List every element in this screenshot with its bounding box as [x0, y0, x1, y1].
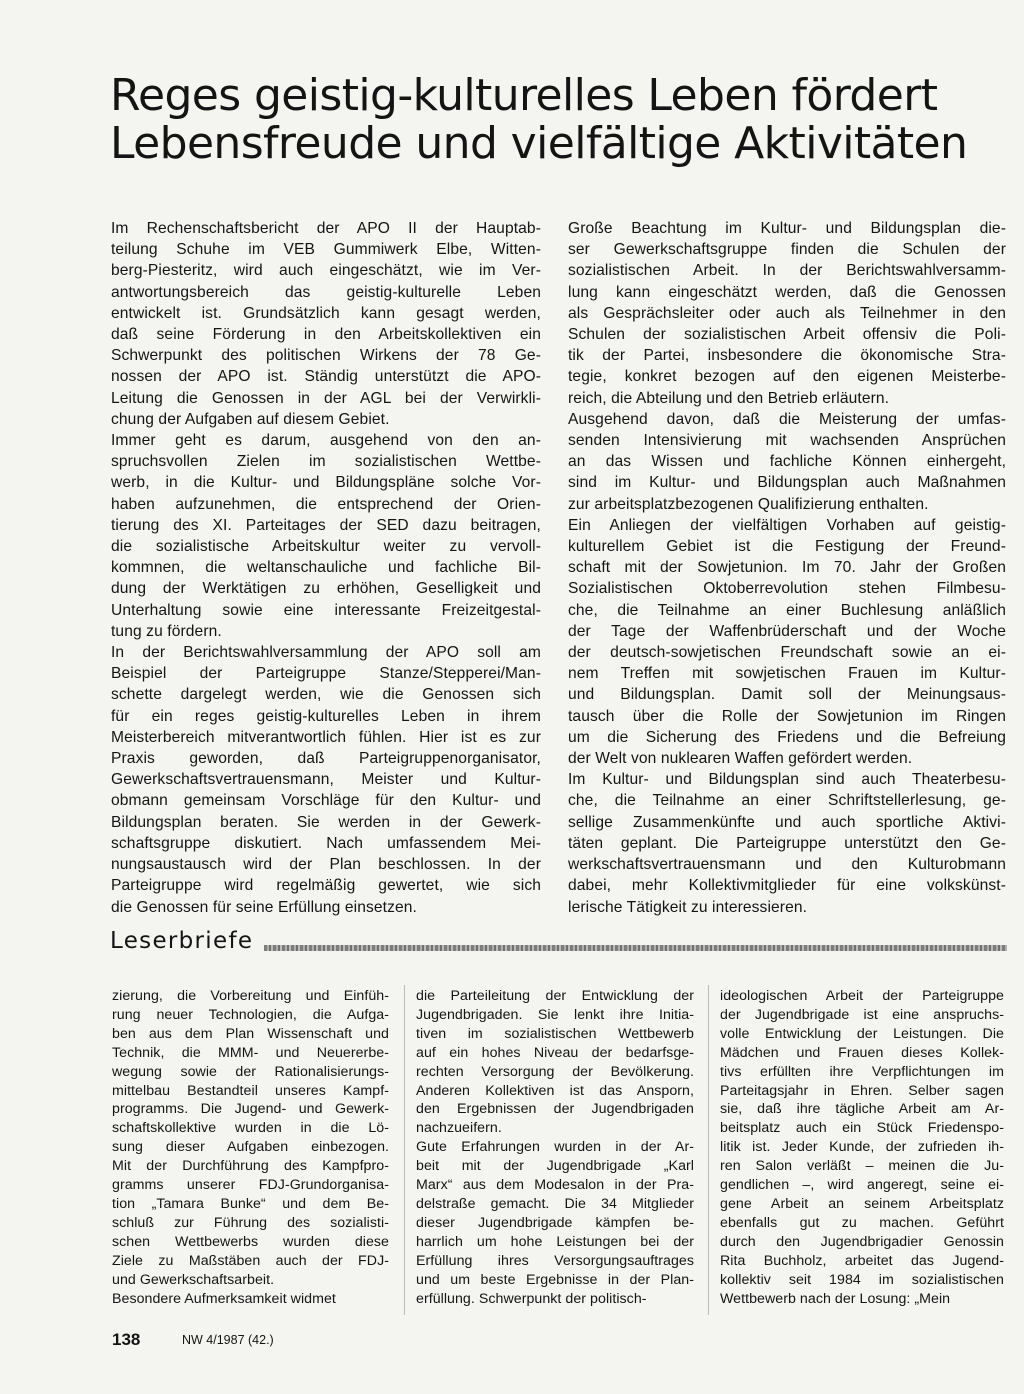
text-line: auf ein hohes Niveau der bedarfsge- [416, 1044, 694, 1061]
text-line: Jugendbrigaden. Sie lenkt ihre Initia- [416, 1006, 694, 1023]
text-line: Ausgehend davon, daß die Meisterung der umfas- [568, 410, 1006, 428]
column-divider [404, 985, 405, 1315]
text-line: Leitung die Genossen in der AGL bei der Verwirkli- [111, 389, 541, 407]
text-line: ideologischen Arbeit der Parteigruppe [720, 988, 1004, 1004]
text-line: schette dargelegt werden, wie die Genossen sich [111, 686, 541, 704]
article-column-left [111, 218, 541, 918]
text-line: schaft mit der Sowjetunion. Im 70. Jahr der Großen [568, 559, 1006, 577]
text-line: tivs erfüllten ihre Verpflichtungen im [720, 1063, 1004, 1080]
text-line: die Parteileitung der Entwicklung der [416, 988, 694, 1004]
text-line: rechten Versorgung der Bevölkerung. [416, 1063, 694, 1080]
text-line: kommnen, die weltanschauliche und fachliche Bil- [111, 559, 541, 577]
text-line: Gewerkschaftsvertrauensmann, Meister und Kultur- [111, 771, 541, 789]
text-line: sellige Zusammenkünfte und auch sportliche Aktivi- [568, 813, 1006, 831]
text-line: schen Wettbewerbs wurden diese [112, 1233, 389, 1250]
text-line: Gute Erfahrungen wurden in der Ar- [416, 1139, 694, 1156]
text-line: Parteitagsjahr in Ehren. Selber sagen [720, 1082, 1004, 1099]
text-line: sung dieser Aufgaben einbezogen. [112, 1139, 389, 1156]
text-line: Besondere Aufmerksamkeit widmet [112, 1290, 336, 1307]
text-line: Meisterbereich mitverantwortlich fühlen. Hier ist es zur [111, 728, 541, 746]
text-line: litik ist. Jeder Kunde, der zufrieden ih- [720, 1139, 1004, 1156]
text-line: lerische Tätigkeit zu interessieren. [568, 898, 808, 916]
text-line: kollektiv seit 1984 im sozialistischen [720, 1271, 1004, 1288]
text-line: teilung Schuhe im VEB Gummiwerk Elbe, Witten- [111, 241, 541, 259]
text-line: beitsplatz auch ein Stück Friedenspo- [720, 1120, 1004, 1137]
text-line: volle Entwicklung der Leistungen. Die [720, 1025, 1004, 1042]
page-number: 138 [112, 1330, 141, 1349]
text-line: In der Berichtswahlversammlung der APO soll am [111, 644, 541, 662]
text-line: schaftskollektive wurden in die Lö- [112, 1120, 389, 1137]
text-line: Immer geht es darum, ausgehend von den an- [111, 432, 541, 450]
text-line: sie, daß ihre tägliche Arbeit am Ar- [720, 1101, 1004, 1118]
text-line: tik der Partei, insbesondere die ökonomische Stra- [568, 347, 1006, 365]
text-line: zur arbeitsplatzbezogenen Qualifizierung enthalten. [568, 495, 929, 513]
text-line: rung neuer Technologien, die Aufga- [112, 1006, 389, 1023]
article-column-right [568, 218, 1006, 918]
text-line: der Welt von nuklearen Waffen gefördert werden. [568, 750, 913, 768]
text-line: an das Wissen und fachliche Können einhergeht, [568, 453, 1006, 471]
text-line: erfüllung. Schwerpunkt der politisch- [416, 1290, 647, 1307]
text-line: kulturellem Gebiet ist die Festigung der Freund- [568, 538, 1006, 556]
text-line: und um beste Ergebnisse in der Plan- [416, 1271, 694, 1288]
text-line: che, die Teilnahme an einer Schriftstellerlesung, ge- [568, 792, 1006, 810]
text-line: werkschaftsvertrauensmann und den Kulturobmann [568, 856, 1006, 874]
text-line: nachzueifern. [416, 1120, 502, 1137]
text-line: als Gesprächsleiter oder auch als Teilnehmer in den [568, 304, 1006, 322]
text-line: beit mit der Jugendbrigade „Karl [416, 1158, 694, 1175]
text-line: Sozialistischen Oktoberrevolution stehen Filmbesu- [568, 580, 1006, 598]
text-line: ben aus dem Plan Wissenschaft und [112, 1025, 389, 1042]
text-line: tausch über die Rolle der Sowjetunion im Ringen [568, 707, 1006, 725]
text-line: um die Sicherung des Friedens und die Befreiung [568, 728, 1006, 746]
text-line: Schulen der sozialistischen Arbeit offensiv die Poli- [568, 326, 1006, 344]
text-line: ren Salon verläßt – meinen die Ju- [720, 1158, 1004, 1175]
text-line: Beispiel der Parteigruppe Stanze/Stepperei/Man- [111, 665, 541, 683]
headline-line-2: Lebensfreude und vielfältige Aktivitäten [110, 118, 968, 169]
text-line: Unterhaltung sowie eine interessante Freizeitgestal- [111, 601, 541, 619]
text-line: Technik, die MMM- und Neuererbe- [112, 1044, 389, 1061]
text-line: berg-Piesteritz, wird auch eingeschätzt, wie im Ver- [111, 262, 541, 280]
text-line: nungsaustausch wird der Plan beschlossen. In der [111, 856, 541, 874]
text-line: Bildungsplan beraten. Sie werden in der Gewerk- [111, 813, 541, 831]
text-line: täten geplant. Die Parteigruppe unterstützt den Ge- [568, 834, 1006, 852]
text-line: Anderen Kollektiven ist das Ansporn, [416, 1082, 694, 1099]
text-line: chung der Aufgaben auf diesem Gebiet. [111, 410, 390, 428]
text-line: harrlich um hohe Leistungen bei der [416, 1233, 694, 1250]
letters-column-2 [416, 987, 694, 1308]
text-line: wegung sowie der Rationalisierungs- [112, 1063, 389, 1080]
letters-column-3 [720, 987, 1004, 1308]
text-line: durch den Jugendbrigadier Genossin [720, 1233, 1004, 1250]
text-line: che, die Teilnahme an einer Buchlesung anläßlich [568, 601, 1006, 619]
letters-column-1 [112, 987, 389, 1308]
text-line: Im Kultur- und Bildungsplan sind auch Theaterbesu- [568, 771, 1006, 789]
text-line: dieser Jugendbrigade kämpfen be- [416, 1214, 694, 1231]
text-line: dabei, mehr Kollektivmitglieder für eine volkskünst- [568, 877, 1006, 895]
text-line: den Ergebnissen der Jugendbrigaden [416, 1101, 694, 1118]
text-line: Praxis geworden, daß Parteigruppenorganisator, [111, 750, 541, 768]
text-line: senden Intensivierung mit wachsenden Ansprüchen [568, 432, 1006, 450]
text-line: delstraße gemacht. Die 34 Mitglieder [416, 1195, 694, 1212]
text-line: Schwerpunkt des politischen Wirkens der 78 Ge- [111, 347, 541, 365]
text-line: Rita Buchholz, arbeitet das Jugend- [720, 1252, 1004, 1269]
text-line: gendlichen –, wird angeregt, seine ei- [720, 1177, 1004, 1194]
text-line: obmann gemeinsam Vorschläge für den Kultur- und [111, 792, 541, 810]
text-line: und Gewerkschaftsarbeit. [112, 1271, 275, 1288]
text-line: lung kann eingeschätzt werden, daß die Genossen [568, 283, 1006, 301]
text-line: sind im Kultur- und Bildungsplan auch Maßnahmen [568, 474, 1006, 492]
text-line: sozialistischen Arbeit. In der Berichtswahlversamm- [568, 262, 1006, 280]
text-line: die Genossen für seine Erfüllung einsetzen. [111, 898, 417, 916]
text-line: Große Beachtung im Kultur- und Bildungsplan die- [568, 220, 1006, 237]
text-line: nem Treffen mit sowjetischen Frauen im Kultur- [568, 665, 1006, 683]
text-line: nossen der APO ist. Ständig unterstützt die APO- [111, 368, 541, 386]
text-line: schluß zur Führung des sozialisti- [112, 1214, 389, 1231]
text-line: tegie, konkret bezogen auf den eigenen Meisterbe- [568, 368, 1006, 386]
text-line: für ein reges geistig-kulturelles Leben in ihrem [111, 707, 541, 725]
text-line: programms. Die Jugend- und Gewerk- [112, 1101, 389, 1118]
text-line: antwortungsbereich das geistig-kulturelle Leben [111, 283, 541, 301]
text-line: Mit der Durchführung des Kampfpro- [112, 1158, 389, 1175]
text-line: entwickelt ist. Grundsätzlich kann gesagt werden, [111, 304, 541, 322]
text-line: tierung des XI. Parteitages der SED dazu beitragen, [111, 516, 541, 534]
text-line: ser Gewerkschaftsgruppe finden die Schulen der [568, 241, 1006, 259]
text-line: ebenfalls gut zu machen. Geführt [720, 1214, 1004, 1231]
text-line: dung der Werktätigen zu erhöhen, Geselligkeit und [111, 580, 541, 598]
text-line: tung zu fördern. [111, 622, 222, 640]
text-line: Wettbewerb nach der Losung: „Mein [720, 1290, 951, 1307]
text-line: tiven im sozialistischen Wettbewerb [416, 1025, 694, 1042]
text-line: Mädchen und Frauen dieses Kollek- [720, 1044, 1004, 1061]
text-line: haben aufzunehmen, die entsprechend der Orien- [111, 495, 541, 513]
text-line: mittelbau Bestandteil unseres Kampf- [112, 1082, 389, 1099]
text-line: Marx“ aus dem Modesalon in der Pra- [416, 1177, 694, 1194]
section-title-leserbriefe: Leserbriefe [110, 928, 254, 954]
article-headline [110, 72, 970, 168]
text-line: die sozialistische Arbeitskultur weiter zu vervoll- [111, 538, 541, 556]
text-line: Parteigruppe wird regelmäßig gewertet, wie sich [111, 877, 541, 895]
text-line: Erfüllung ihres Versorgungsauftrages [416, 1252, 694, 1269]
text-line: der Jugendbrigade ist eine anspruchs- [720, 1006, 1004, 1023]
column-divider [708, 985, 709, 1315]
section-rule [264, 945, 1007, 951]
text-line: daß seine Förderung in den Arbeitskollektiven ein [111, 326, 541, 344]
text-line: und Bildungsplan. Damit soll der Meinungsaus- [568, 686, 1006, 704]
issue-reference: NW 4/1987 (42.) [182, 1333, 274, 1347]
text-line: gramms unserer FDJ-Grundorganisa- [112, 1177, 389, 1194]
text-line: tion „Tamara Bunke“ und dem Be- [112, 1195, 389, 1212]
text-line: der deutsch-sowjetischen Freundschaft sowie an ei- [568, 644, 1006, 662]
headline-line-1: Reges geistig-kulturelles Leben fördert [110, 70, 938, 121]
text-line: werb, in die Kultur- und Bildungspläne solche Vor- [111, 474, 541, 492]
text-line: Ein Anliegen der vielfältigen Vorhaben auf geistig- [568, 516, 1006, 534]
text-line: reich, die Abteilung und den Betrieb erläutern. [568, 389, 890, 407]
text-line: Im Rechenschaftsbericht der APO II der Hauptab- [111, 220, 541, 237]
text-line: gene Arbeit an seinem Arbeitsplatz [720, 1195, 1004, 1212]
text-line: der Tage der Waffenbrüderschaft und der Woche [568, 622, 1006, 640]
text-line: Ziele zu Maßstäben auch der FDJ- [112, 1252, 389, 1269]
text-line: schaftsgruppe diskutiert. Nach umfassendem Mei- [111, 834, 541, 852]
text-line: spruchsvollen Zielen im sozialistischen Wettbe- [111, 453, 541, 471]
text-line: zierung, die Vorbereitung und Einfüh- [112, 988, 389, 1004]
